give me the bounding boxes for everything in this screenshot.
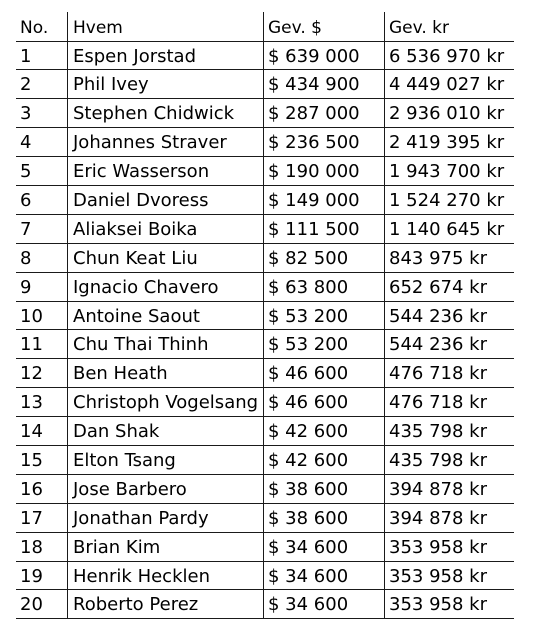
table-header [16,12,514,42]
table-row [16,215,514,244]
cell-winnings-usd: $ 434 900 [263,70,384,98]
cell-winnings-usd: $ 63 800 [263,273,384,301]
cell-player: Ben Heath [67,359,263,387]
table-row [16,533,514,562]
cell-player: Brian Kim [67,533,263,561]
cell-number: 8 [20,247,32,269]
cell-winnings-nok: 435 798 kr [384,417,514,445]
cell-winnings-nok: 353 958 kr [384,533,514,561]
header-winnings-nok: Gev. kr [384,12,514,41]
cell-player: Chun Keat Liu [67,244,263,272]
table-row [16,244,514,273]
cell-winnings-usd: $ 287 000 [263,99,384,127]
cell-player: Jonathan Pardy [67,504,263,532]
cell-winnings-usd: $ 42 600 [263,446,384,474]
cell-winnings-usd: $ 46 600 [263,388,384,416]
cell-number: 15 [20,449,43,471]
table-row [16,157,514,186]
cell-winnings-usd: $ 34 600 [263,590,384,618]
cell-winnings-usd: $ 236 500 [263,128,384,156]
table-row [16,446,514,475]
table-row [16,504,514,533]
table-row [16,417,514,446]
table-row [16,42,514,71]
header-player: Hvem [67,12,263,41]
cell-player: Christoph Vogelsang [67,388,263,416]
cell-player: Roberto Perez [67,590,263,618]
cell-winnings-nok: 476 718 kr [384,359,514,387]
table-row [16,388,514,417]
prize-table [16,12,514,619]
cell-number: 19 [20,565,43,587]
cell-number: 2 [20,74,32,96]
cell-winnings-usd: $ 111 500 [263,215,384,243]
cell-number: 18 [20,536,43,558]
cell-winnings-usd: $ 639 000 [263,42,384,70]
cell-winnings-usd: $ 46 600 [263,359,384,387]
cell-winnings-nok: 476 718 kr [384,388,514,416]
cell-winnings-nok: 1 524 270 kr [384,186,514,214]
cell-winnings-nok: 6 536 970 kr [384,42,514,70]
cell-player: Chu Thai Thinh [67,330,263,358]
cell-player: Jose Barbero [67,475,263,503]
cell-winnings-nok: 544 236 kr [384,302,514,330]
cell-player: Ignacio Chavero [67,273,263,301]
table-row [16,186,514,215]
cell-player: Henrik Hecklen [67,562,263,590]
table-row [16,99,514,128]
table-row [16,70,514,99]
cell-number: 10 [20,305,43,327]
cell-winnings-nok: 353 958 kr [384,590,514,618]
table-row [16,562,514,591]
cell-player: Antoine Saout [67,302,263,330]
cell-number: 1 [20,45,32,67]
cell-winnings-usd: $ 149 000 [263,186,384,214]
table-row [16,359,514,388]
cell-number: 13 [20,392,43,414]
cell-winnings-usd: $ 53 200 [263,330,384,358]
table-row [16,273,514,302]
cell-winnings-nok: 1 140 645 kr [384,215,514,243]
cell-winnings-nok: 2 936 010 kr [384,99,514,127]
cell-player: Elton Tsang [67,446,263,474]
cell-winnings-nok: 394 878 kr [384,475,514,503]
cell-winnings-usd: $ 42 600 [263,417,384,445]
cell-winnings-nok: 843 975 kr [384,244,514,272]
cell-number: 6 [20,189,32,211]
cell-winnings-usd: $ 38 600 [263,504,384,532]
cell-winnings-usd: $ 34 600 [263,562,384,590]
table-row [16,590,514,619]
cell-player: Eric Wasserson [67,157,263,185]
cell-number: 4 [20,132,32,154]
cell-player: Daniel Dvoress [67,186,263,214]
cell-number: 20 [20,594,43,616]
header-winnings-usd: Gev. $ [263,12,384,41]
cell-winnings-nok: 1 943 700 kr [384,157,514,185]
table-row [16,475,514,504]
cell-player: Stephen Chidwick [67,99,263,127]
cell-winnings-usd: $ 190 000 [263,157,384,185]
cell-winnings-nok: 652 674 kr [384,273,514,301]
cell-number: 17 [20,507,43,529]
cell-number: 11 [20,334,43,356]
cell-number: 7 [20,218,32,240]
cell-number: 14 [20,421,43,443]
table-body [16,42,514,620]
cell-winnings-nok: 544 236 kr [384,330,514,358]
cell-number: 5 [20,161,32,183]
cell-player: Espen Jorstad [67,42,263,70]
cell-winnings-usd: $ 53 200 [263,302,384,330]
cell-player: Johannes Straver [67,128,263,156]
cell-winnings-nok: 353 958 kr [384,562,514,590]
cell-player: Phil Ivey [67,70,263,98]
table-row [16,302,514,331]
cell-player: Aliaksei Boika [67,215,263,243]
cell-winnings-nok: 435 798 kr [384,446,514,474]
header-number: No. [20,18,49,38]
cell-number: 9 [20,276,32,298]
cell-winnings-nok: 394 878 kr [384,504,514,532]
cell-winnings-usd: $ 82 500 [263,244,384,272]
table-row [16,330,514,359]
cell-number: 12 [20,363,43,385]
cell-winnings-usd: $ 34 600 [263,533,384,561]
cell-number: 3 [20,103,32,125]
table-row [16,128,514,157]
cell-player: Dan Shak [67,417,263,445]
cell-winnings-nok: 4 449 027 kr [384,70,514,98]
cell-number: 16 [20,478,43,500]
cell-winnings-nok: 2 419 395 kr [384,128,514,156]
cell-winnings-usd: $ 38 600 [263,475,384,503]
